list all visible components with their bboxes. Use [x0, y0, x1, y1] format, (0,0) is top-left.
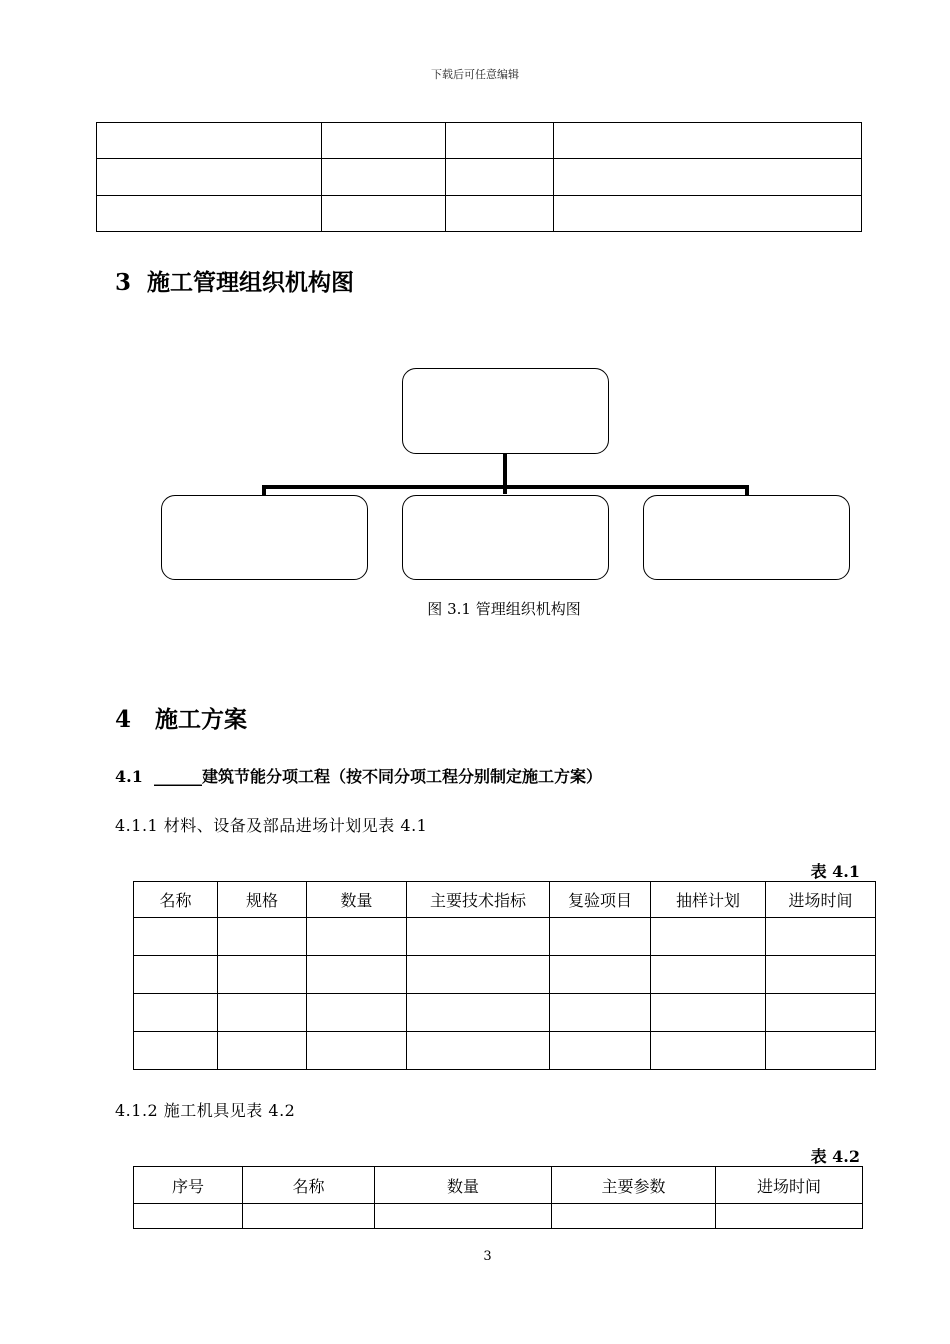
top-table: [96, 122, 862, 232]
paragraph-4-1-2: 4.1.2 施工机具见表 4.2: [115, 1101, 296, 1120]
table-cell: [651, 956, 766, 994]
column-header: 序号: [134, 1167, 243, 1204]
table-row: [97, 123, 862, 159]
table-cell: [446, 159, 554, 196]
table-cell: [243, 1204, 375, 1229]
column-header: 数量: [307, 882, 407, 918]
section4-title: 4 施工方案: [115, 706, 248, 733]
table-cell: [307, 956, 407, 994]
table-cell: [322, 159, 446, 196]
table-row: [134, 956, 876, 994]
table1-caption: 表 4.1: [810, 862, 860, 881]
materials-plan-table: [133, 881, 876, 1070]
table-cell: [550, 1032, 651, 1070]
connector-line: [262, 485, 749, 489]
table-cell: [134, 1032, 218, 1070]
table-header-row: [134, 1167, 863, 1204]
table-row: [97, 159, 862, 196]
table-cell: [550, 918, 651, 956]
table-row: [97, 196, 862, 232]
table-cell: [407, 918, 550, 956]
connector-line: [262, 485, 266, 495]
table-cell: [550, 994, 651, 1032]
table-cell: [218, 956, 307, 994]
org-chart-child-node: [161, 495, 368, 580]
org-chart-child-node: [643, 495, 850, 580]
column-header: 抽样计划: [651, 882, 766, 918]
column-header: 进场时间: [716, 1167, 863, 1204]
table-cell: [716, 1204, 863, 1229]
table-cell: [554, 196, 862, 232]
paragraph-4-1-1: 4.1.1 材料、设备及部品进场计划见表 4.1: [115, 816, 428, 835]
table2-caption: 表 4.2: [810, 1147, 860, 1166]
table-cell: [375, 1204, 552, 1229]
table-cell: [322, 196, 446, 232]
page-number: 3: [483, 1249, 492, 1264]
table-cell: [307, 918, 407, 956]
table-cell: [97, 159, 322, 196]
table-cell: [766, 956, 876, 994]
table-cell: [766, 1032, 876, 1070]
table-cell: [766, 994, 876, 1032]
page-header: 下载后可任意编辑: [431, 68, 519, 81]
table-row: [134, 918, 876, 956]
table-cell: [550, 956, 651, 994]
table-cell: [407, 994, 550, 1032]
table-cell: [446, 196, 554, 232]
table-cell: [651, 1032, 766, 1070]
org-chart-child-node: [402, 495, 609, 580]
table-row: [134, 994, 876, 1032]
table-row: [134, 1032, 876, 1070]
section3-title: 3 施工管理组织机构图: [115, 269, 355, 296]
column-header: 名称: [243, 1167, 375, 1204]
table-row: [134, 1204, 863, 1229]
column-header: 主要技术指标: [407, 882, 550, 918]
table-cell: [322, 123, 446, 159]
subsection-4-1-title: 4.1 ______建筑节能分项工程（按不同分项工程分别制定施工方案）: [115, 767, 602, 786]
table-cell: [307, 994, 407, 1032]
table-cell: [651, 918, 766, 956]
org-chart-root-node: [402, 368, 609, 454]
table-cell: [218, 1032, 307, 1070]
table-cell: [134, 918, 218, 956]
column-header: 名称: [134, 882, 218, 918]
table-header-row: [134, 882, 876, 918]
table-cell: [766, 918, 876, 956]
table-cell: [552, 1204, 716, 1229]
figure-caption: 图 3.1 管理组织机构图: [427, 600, 581, 618]
column-header: 复验项目: [550, 882, 651, 918]
column-header: 进场时间: [766, 882, 876, 918]
table-cell: [446, 123, 554, 159]
table-cell: [651, 994, 766, 1032]
column-header: 主要参数: [552, 1167, 716, 1204]
table-cell: [97, 123, 322, 159]
table-cell: [218, 994, 307, 1032]
column-header: 规格: [218, 882, 307, 918]
table-cell: [554, 159, 862, 196]
table-cell: [134, 956, 218, 994]
table-cell: [134, 994, 218, 1032]
table-cell: [218, 918, 307, 956]
column-header: 数量: [375, 1167, 552, 1204]
table-cell: [97, 196, 322, 232]
table-cell: [407, 1032, 550, 1070]
table-cell: [134, 1204, 243, 1229]
table-cell: [307, 1032, 407, 1070]
connector-line: [745, 485, 749, 495]
table-cell: [554, 123, 862, 159]
equipment-table: [133, 1166, 863, 1229]
table-cell: [407, 956, 550, 994]
